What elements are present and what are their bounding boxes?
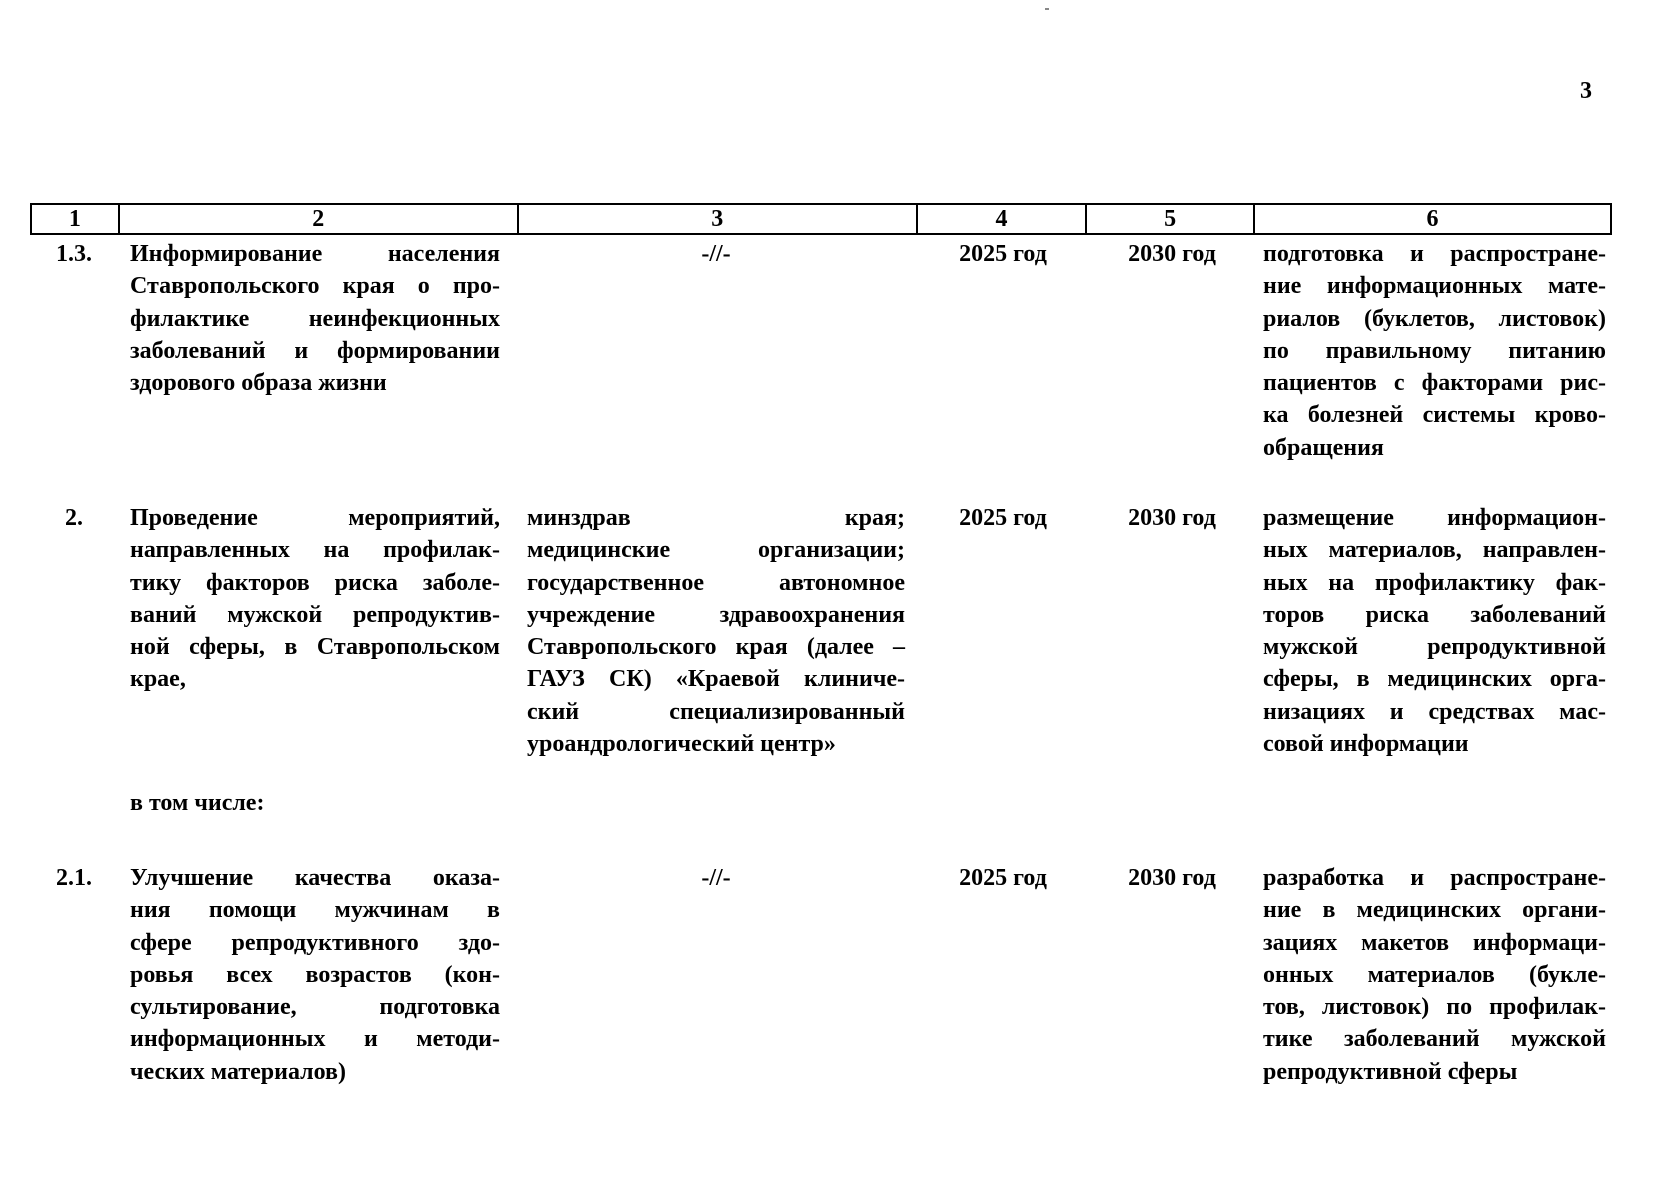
text-line: направленных на профилак- [130, 537, 500, 564]
text-line: торов риска заболеваний [1263, 601, 1606, 628]
end-year: 2030 год [1128, 505, 1216, 531]
text-line: тов, листовок) по профилак- [1263, 994, 1606, 1021]
text-line: обращения [1263, 434, 1384, 461]
start-year: 2025 год [959, 241, 1047, 267]
subnote: в том числе: [130, 790, 265, 816]
text-line: ния помощи мужчинам в [130, 897, 500, 924]
start-year: 2025 год [959, 505, 1047, 531]
text-line: ных на профилактику фак- [1263, 569, 1606, 596]
header-col-5: 5 [1087, 205, 1255, 233]
text-line: ка болезней системы крово- [1263, 402, 1606, 429]
header-col-6: 6 [1426, 206, 1439, 232]
executor [527, 238, 905, 270]
text-line: Проведение мероприятий, [130, 505, 500, 531]
text-line: минздрав края; [527, 505, 905, 531]
header-col-3: 3 [519, 205, 918, 233]
text-line: онных материалов (букле- [1263, 961, 1606, 988]
text-line: риалов (буклетов, листовок) [1263, 305, 1606, 332]
text-line: уроандрологический центр» [527, 731, 836, 758]
table-header [30, 203, 1612, 235]
header-col-4: 4 [918, 205, 1088, 233]
text-line: ние информационных мате- [1263, 273, 1606, 300]
executor [527, 502, 905, 760]
expected-result [1263, 238, 1606, 464]
text-line: пациентов с факторами рис- [1263, 370, 1606, 397]
row-number: 1.3. [56, 241, 92, 267]
text-line: ваний мужской репродуктив- [130, 601, 500, 628]
text-line: зациях макетов информаци- [1263, 929, 1606, 956]
text-line: ных материалов, направлен- [1263, 537, 1606, 564]
text-line: Улучшение качества оказа- [130, 865, 500, 891]
end-year: 2030 год [1128, 865, 1216, 891]
text-line: ческих материалов) [130, 1058, 346, 1085]
text-line: информационных и методи- [130, 1026, 500, 1053]
text-line: размещение информацион- [1263, 505, 1606, 531]
text-line: ский специализированный [527, 698, 905, 725]
text-line: государственное автономное [527, 569, 905, 596]
text-line: заболеваний и формировании [130, 337, 500, 364]
text-line: крае, [130, 666, 186, 693]
row-number: 2.1. [56, 865, 92, 891]
text-line: тику факторов риска заболе- [130, 569, 500, 596]
end-year: 2030 год [1128, 241, 1216, 267]
text-line: разработка и распростране- [1263, 865, 1606, 891]
text-line: сультирование, подготовка [130, 994, 500, 1021]
text-line: низациях и средствах мас- [1263, 698, 1606, 725]
text-line: сфере репродуктивного здо- [130, 929, 500, 956]
row-number: 2. [65, 505, 83, 531]
start-year: 2025 год [959, 865, 1047, 891]
text-line: -//- [701, 865, 731, 891]
text-line: медицинские организации; [527, 537, 905, 564]
text-line: тике заболеваний мужской [1263, 1026, 1606, 1053]
text-line: филактике неинфекционных [130, 305, 500, 332]
text-line: здорового образа жизни [130, 370, 387, 397]
scan-artifact [1045, 8, 1049, 10]
text-line: -//- [701, 241, 731, 267]
text-line: учреждение здравоохранения [527, 601, 905, 628]
text-line: Ставропольского края о про- [130, 273, 500, 300]
text-line: ГАУЗ СК) «Краевой клиниче- [527, 666, 905, 693]
text-line: Информирование населения [130, 241, 500, 267]
text-line: ние в медицинских органи- [1263, 897, 1606, 924]
text-line: ной сферы, в Ставропольском [130, 634, 500, 661]
text-line: мужской репродуктивной [1263, 634, 1606, 661]
measure-name [130, 238, 500, 399]
measure-name [130, 502, 500, 696]
expected-result [1263, 502, 1606, 760]
text-line: репродуктивной сферы [1263, 1058, 1518, 1085]
text-line: совой информации [1263, 731, 1469, 758]
text-line: по правильному питанию [1263, 337, 1606, 364]
page-number: 3 [1580, 78, 1592, 104]
text-line: сферы, в медицинских орга- [1263, 666, 1606, 693]
text-line: Ставропольского края (далее – [527, 634, 905, 661]
text-line: подготовка и распростране- [1263, 241, 1606, 267]
header-col-2: 2 [120, 205, 519, 233]
expected-result [1263, 862, 1606, 1088]
measure-name [130, 862, 500, 1088]
text-line: ровья всех возрастов (кон- [130, 961, 500, 988]
executor [527, 862, 905, 894]
header-col-1: 1 [32, 205, 120, 233]
